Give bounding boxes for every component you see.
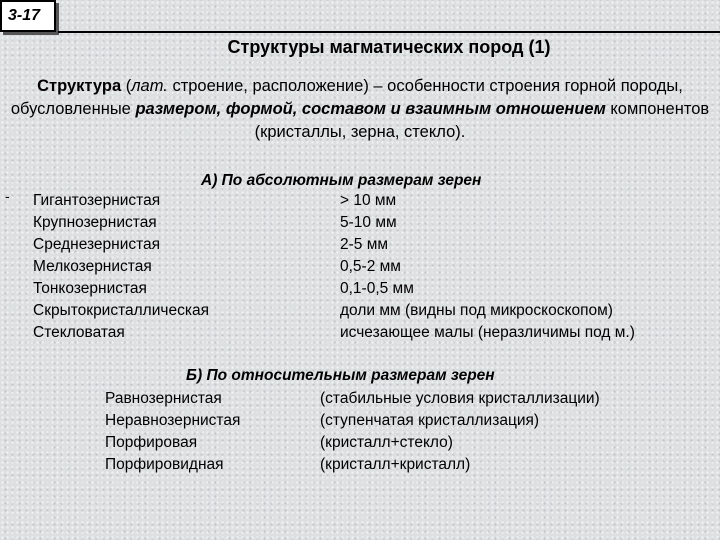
section-a-heading: А) По абсолютным размерам зерен: [201, 172, 482, 189]
slide-number: 3-17: [0, 0, 56, 32]
table-row: [105, 432, 705, 454]
intro-text-1: строение, расположение) – особенности строения горной породы, обусловленные: [10, 77, 683, 118]
structure-size: > 10 мм: [340, 192, 397, 209]
structure-size: 0,1-0,5 мм: [340, 280, 414, 297]
intro-emphasis: размером, формой, составом и взаимным отношением: [135, 100, 606, 118]
structure-name: Тонкозернистая: [33, 280, 147, 297]
table-row: [33, 234, 713, 256]
table-row: [33, 278, 713, 300]
table-row: [105, 410, 705, 432]
structure-size: 0,5-2 мм: [340, 258, 401, 275]
structure-name: Стекловатая: [33, 324, 125, 341]
table-row: [33, 322, 713, 344]
section-b-heading: Б) По относительным размерам зерен: [186, 367, 495, 384]
intro-paragraph: [6, 75, 714, 144]
table-row: [33, 212, 713, 234]
structure-name: Гигантозернистая: [33, 192, 161, 209]
table-row: [33, 256, 713, 278]
intro-lat: лат.: [131, 77, 168, 95]
structure-name: Крупнозернистая: [33, 214, 157, 231]
page-title: Структуры магматических пород (1): [227, 37, 551, 57]
structure-name: Равнозернистая: [105, 390, 222, 407]
structure-condition: (кристалл+кристалл): [320, 456, 471, 473]
table-row: [33, 190, 713, 212]
table-row: [33, 300, 713, 322]
structure-size: доли мм (видны под микроскоскопом): [340, 302, 613, 319]
structure-condition: (ступенчатая кристаллизация): [320, 412, 540, 429]
structure-condition: (кристалл+стекло): [320, 434, 453, 451]
intro-text-2: компонентов (кристаллы, зерна, стекло).: [254, 100, 710, 141]
structure-name: Мелкозернистая: [33, 258, 152, 275]
structure-name: Порфировая: [105, 434, 198, 451]
structure-name: Неравнозернистая: [105, 412, 241, 429]
intro-term: Структура: [37, 77, 122, 95]
structure-name: Среднезернистая: [33, 236, 161, 253]
intro-lat-open: (: [121, 77, 132, 95]
structure-name: Порфировидная: [105, 456, 224, 473]
bullet-mark: -: [5, 188, 10, 204]
structure-condition: (стабильные условия кристаллизации): [320, 390, 600, 407]
title-divider: [58, 31, 720, 33]
structure-name: Скрытокристаллическая: [33, 302, 209, 319]
table-row: [105, 388, 705, 410]
structure-size: 2-5 мм: [340, 236, 389, 253]
structure-size: исчезающее малы (неразличимы под м.): [340, 324, 635, 341]
structure-size: 5-10 мм: [340, 214, 397, 231]
table-row: [105, 454, 705, 476]
